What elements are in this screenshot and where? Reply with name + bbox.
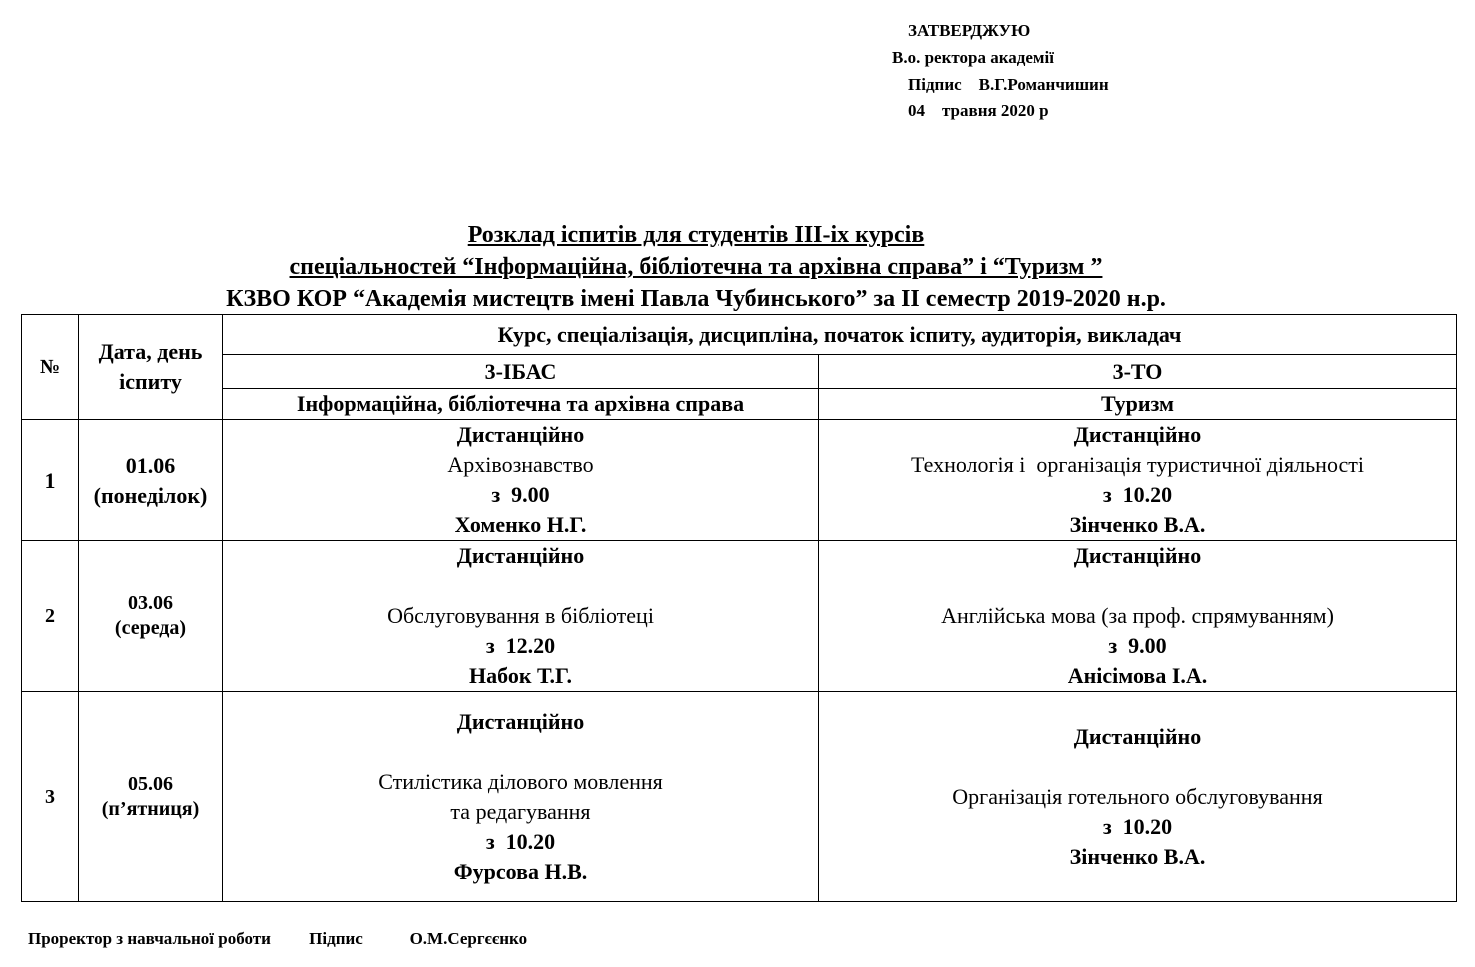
exam-spacer (223, 571, 818, 601)
document-title-line2: спеціальностей “Інформаційна, бібліотечна та архівна справа” і “Туризм ” (289, 254, 1103, 280)
exam-subject: Стилістика ділового мовлення (378, 768, 663, 794)
exam-cell-to (819, 692, 1457, 902)
exam-teacher: Хоменко Н.Г. (454, 512, 587, 537)
header-row (22, 315, 1457, 355)
approval-date: 04 травня 2020 р (908, 101, 1049, 120)
exam-teacher: Зінченко В.А. (1069, 843, 1206, 869)
exam-time: з 12.20 (485, 633, 556, 658)
row-day-value: (п’ятниця) (101, 797, 200, 820)
table-row (22, 420, 1457, 541)
row-number-value: 1 (44, 468, 56, 493)
exam-cell-ibas (223, 420, 819, 541)
exam-time: з 10.20 (485, 828, 556, 854)
exam-teacher: Анісімова І.А. (1067, 663, 1208, 688)
exam-time: з 9.00 (1108, 633, 1167, 658)
exam-cell-ibas (223, 692, 819, 902)
footer-signature-line: Проректор з навчальної роботи Підпис О.М.Сергєєнко (28, 929, 528, 948)
header-date (79, 315, 223, 420)
exam-cell-to (819, 420, 1457, 541)
header-number: № (22, 315, 79, 420)
row-number: 3 (22, 692, 79, 902)
row-number (22, 420, 79, 541)
document-title-line3: КЗВО КОР “Академія мистецтв імені Павла Чубинського” за ІІ семестр 2019-2020 н.р. (226, 286, 1166, 312)
header-date-line1: Дата, день (98, 339, 203, 364)
exam-mode: Дистанційно (1073, 543, 1202, 568)
row-date-value: 05.06 (128, 772, 173, 795)
exam-mode: Дистанційно (456, 543, 585, 568)
exam-teacher: Зінченко В.А. (1069, 512, 1206, 537)
header-group-ibas: 3-ІБАС (223, 355, 819, 389)
exam-time: з 10.20 (1102, 482, 1173, 507)
header-spec-ibas: Інформаційна, бібліотечна та архівна справа (223, 389, 819, 420)
exam-schedule-table (21, 314, 1457, 902)
document-title-line1: Розклад іспитів для студентів ІІІ-іх курсів (467, 222, 925, 248)
row-number: 2 (22, 541, 79, 692)
exam-cell-to (819, 541, 1457, 692)
group-row (22, 355, 1457, 389)
row-date (79, 692, 223, 902)
exam-subject: Організація готельного обслуговування (952, 783, 1323, 809)
row-date-value: 01.06 (125, 453, 176, 478)
exam-subject-continued: та редагування (450, 798, 591, 824)
exam-teacher: Набок Т.Г. (469, 663, 572, 688)
exam-spacer (819, 752, 1456, 782)
header-date-line2: іспиту (119, 369, 182, 394)
table-row (22, 692, 1457, 902)
row-day-value: (середа) (114, 617, 187, 639)
approval-signature: Підпис В.Г.Романчишин (908, 75, 1109, 94)
row-date (79, 420, 223, 541)
header-main: Курс, спеціалізація, дисципліна, початок іспиту, аудиторія, викладач (223, 315, 1457, 355)
header-group-to: 3-ТО (819, 355, 1457, 389)
exam-teacher: Фурсова Н.В. (453, 858, 588, 884)
exam-subject: Архівознавство (447, 452, 594, 477)
exam-time: з 9.00 (491, 482, 550, 507)
exam-mode: Дистанційно (1073, 723, 1202, 749)
exam-subject: Технологія і організація туристичної діяльності (911, 452, 1364, 477)
approval-position: В.о. ректора академії (892, 48, 1054, 67)
exam-time: з 10.20 (1102, 813, 1173, 839)
exam-mode: Дистанційно (1073, 422, 1202, 447)
row-day-value: (понеділок) (93, 483, 208, 508)
exam-cell-ibas (223, 541, 819, 692)
row-date (79, 541, 223, 692)
spec-row (22, 389, 1457, 420)
row-date-value: 03.06 (128, 592, 173, 614)
exam-mode: Дистанційно (456, 422, 585, 447)
exam-subject: Обслуговування в бібліотеці (387, 603, 654, 628)
exam-subject: Англійська мова (за проф. спрямуванням) (941, 603, 1334, 628)
header-spec-to: Туризм (819, 389, 1457, 420)
approval-heading: ЗАТВЕРДЖУЮ (908, 21, 1031, 40)
exam-spacer (819, 571, 1456, 601)
exam-spacer (223, 737, 818, 767)
table-row (22, 541, 1457, 692)
exam-mode: Дистанційно (456, 708, 585, 734)
